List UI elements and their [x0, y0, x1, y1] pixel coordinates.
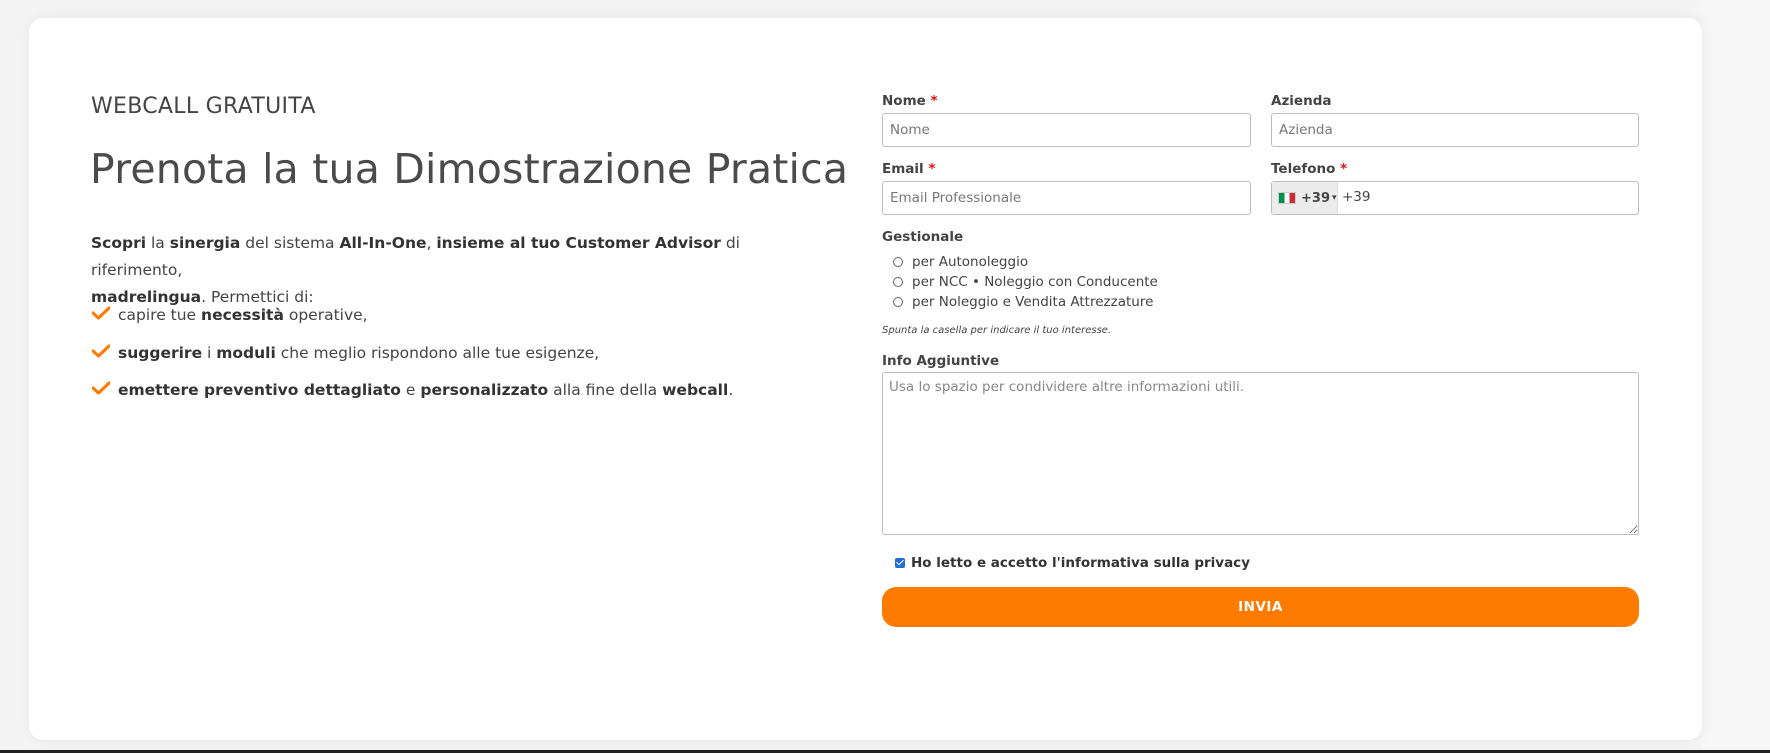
intro-text: la [146, 234, 170, 252]
gestionale-label: Gestionale [882, 229, 964, 245]
list-item [91, 302, 733, 340]
bullet-text: i [202, 343, 217, 362]
bullet-text: che meglio rispondono alle tue esigenze, [275, 343, 600, 362]
bullet-text: capire tue [118, 306, 202, 324]
email-field[interactable] [882, 181, 1251, 215]
radio-autonoleggio[interactable] [893, 254, 1028, 270]
intro-text-bold: insieme al tuo Customer Advisor [436, 234, 721, 252]
privacy-checkbox[interactable] [895, 558, 905, 568]
intro-text-bold: Scopri [91, 234, 147, 252]
required-mark: * [928, 161, 936, 177]
bullet-text-bold: emettere preventivo dettagliato [118, 381, 401, 399]
info-label: Info Aggiuntive [882, 353, 1000, 369]
page-background-right [1702, 0, 1770, 753]
bullet-text-bold: necessità [201, 306, 284, 324]
intro-text: di riferimento, [91, 234, 740, 279]
nome-input[interactable] [882, 113, 1251, 147]
privacy-consent[interactable] [895, 555, 1250, 571]
submit-button[interactable]: INVIA [882, 587, 1639, 627]
check-icon [92, 381, 110, 395]
info-textarea[interactable] [882, 372, 1639, 535]
telefono-label [1271, 161, 1347, 177]
country-code-select[interactable] [1272, 182, 1338, 214]
bullet-text-bold: moduli [216, 343, 276, 362]
page-title: Prenota la tua Dimostrazione Pratica [90, 145, 849, 193]
bullet-text: alla fine della [548, 381, 663, 399]
radio-label: per Noleggio e Vendita Attrezzature [912, 294, 1154, 310]
phone-value: +39 [1342, 189, 1371, 205]
azienda-label: Azienda [1271, 93, 1332, 109]
radio-label: per Autonoleggio [912, 254, 1029, 270]
required-mark: * [930, 93, 938, 109]
radio-circle[interactable] [893, 277, 903, 287]
privacy-label: Ho letto e accetto l'informativa sulla privacy [911, 555, 1250, 571]
email-label [882, 161, 935, 177]
telefono-label-text: Telefono [1271, 161, 1336, 177]
benefits-list [91, 302, 733, 415]
radio-ncc[interactable] [893, 274, 1158, 290]
nome-label-text: Nome [882, 93, 926, 109]
radio-label: per NCC • Noleggio con Conducente [912, 274, 1158, 290]
bullet-text: e [400, 381, 421, 399]
bullet-text: operative, [283, 306, 368, 324]
bullet-text-bold: suggerire [118, 343, 203, 362]
radio-circle[interactable] [893, 257, 903, 267]
bullet-text: . [728, 381, 734, 399]
intro-text-bold: madrelingua [91, 288, 202, 306]
section-eyebrow: WEBCALL GRATUITA [91, 94, 316, 119]
check-icon [92, 344, 110, 358]
gestionale-hint: Spunta la casella per indicare il tuo interesse. [882, 325, 1112, 336]
email-label-text: Email [882, 161, 924, 177]
intro-text-bold: sinergia [169, 234, 241, 252]
azienda-input[interactable] [1271, 113, 1639, 147]
italy-flag-icon [1278, 192, 1296, 204]
bullet-text-bold: webcall [662, 381, 729, 399]
radio-attrezzature[interactable] [893, 294, 1153, 310]
check-icon [92, 306, 110, 320]
intro-text: . Permettici di: [201, 288, 314, 306]
bullet-text-bold: personalizzato [420, 381, 549, 399]
list-item [91, 377, 733, 415]
country-code-label: +39 [1301, 190, 1330, 206]
intro-text: , [426, 234, 437, 252]
required-mark: * [1340, 161, 1348, 177]
list-item [91, 340, 733, 378]
intro-text-bold: All-In-One [339, 234, 427, 252]
nome-label [882, 93, 938, 109]
chevron-down-icon: ▾ [1331, 193, 1337, 203]
intro-text: del sistema [240, 234, 340, 252]
radio-circle[interactable] [893, 297, 903, 307]
intro-paragraph [91, 230, 791, 311]
